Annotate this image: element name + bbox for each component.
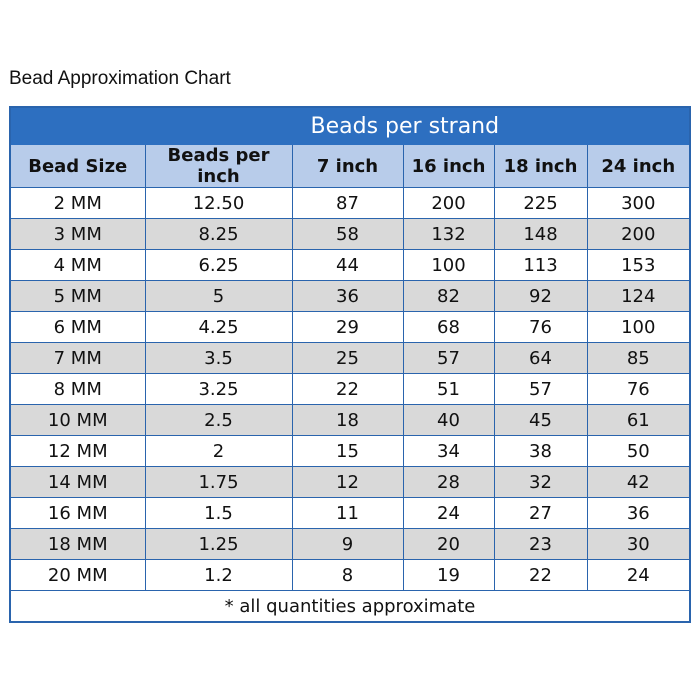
table-cell: 300 [587,188,690,219]
column-header: 18 inch [494,145,587,188]
table-cell: 92 [494,281,587,312]
table-cell: 85 [587,343,690,374]
footnote: * all quantities approximate [10,591,690,623]
table-cell: 18 [292,405,403,436]
table-cell: 9 [292,529,403,560]
table-cell: 1.75 [145,467,292,498]
table-cell: 100 [587,312,690,343]
table-cell: 3 MM [10,219,145,250]
table-cell: 4 MM [10,250,145,281]
table-row [10,219,690,250]
table-cell: 14 MM [10,467,145,498]
table-cell: 15 [292,436,403,467]
column-header: 24 inch [587,145,690,188]
table-cell: 148 [494,219,587,250]
table-cell: 3.5 [145,343,292,374]
table-cell: 200 [587,219,690,250]
table-cell: 153 [587,250,690,281]
column-header: 7 inch [292,145,403,188]
table-cell: 6 MM [10,312,145,343]
table-cell: 24 [587,560,690,591]
column-header: Bead Size [10,145,145,188]
table-cell: 5 [145,281,292,312]
table-cell: 8 [292,560,403,591]
table-cell: 2 MM [10,188,145,219]
table-cell: 200 [403,188,494,219]
column-header: 16 inch [403,145,494,188]
group-header-row [10,107,690,145]
table-cell: 12 [292,467,403,498]
table-cell: 45 [494,405,587,436]
table-row [10,374,690,405]
table-cell: 225 [494,188,587,219]
group-header-beads-per-strand: Beads per strand [292,107,690,145]
table-row [10,343,690,374]
table-cell: 22 [494,560,587,591]
table-cell: 5 MM [10,281,145,312]
table-cell: 7 MM [10,343,145,374]
table-cell: 38 [494,436,587,467]
table-cell: 68 [403,312,494,343]
table-cell: 57 [494,374,587,405]
table-cell: 50 [587,436,690,467]
column-header: Beads per inch [145,145,292,188]
table-cell: 34 [403,436,494,467]
table-cell: 3.25 [145,374,292,405]
table-cell: 100 [403,250,494,281]
footnote-row [10,591,690,623]
table-cell: 12.50 [145,188,292,219]
table-cell: 22 [292,374,403,405]
bead-approximation-table [9,106,691,623]
table-cell: 1.5 [145,498,292,529]
table-row [10,467,690,498]
group-header-spacer [10,107,292,145]
table-cell: 27 [494,498,587,529]
table-row [10,498,690,529]
table-row [10,281,690,312]
table-cell: 2 [145,436,292,467]
table-cell: 87 [292,188,403,219]
table-cell: 20 MM [10,560,145,591]
table-cell: 36 [587,498,690,529]
table-cell: 51 [403,374,494,405]
table-cell: 11 [292,498,403,529]
table-cell: 30 [587,529,690,560]
table-row [10,250,690,281]
table-cell: 42 [587,467,690,498]
table-cell: 28 [403,467,494,498]
column-header-row [10,145,690,188]
table-cell: 32 [494,467,587,498]
table-row [10,188,690,219]
table-cell: 36 [292,281,403,312]
table-cell: 10 MM [10,405,145,436]
table-cell: 4.25 [145,312,292,343]
table-cell: 20 [403,529,494,560]
table-cell: 23 [494,529,587,560]
table-cell: 40 [403,405,494,436]
table-cell: 132 [403,219,494,250]
table-cell: 113 [494,250,587,281]
table-cell: 124 [587,281,690,312]
table-cell: 12 MM [10,436,145,467]
table-cell: 58 [292,219,403,250]
table-row [10,529,690,560]
table-cell: 8.25 [145,219,292,250]
table-cell: 8 MM [10,374,145,405]
table-cell: 82 [403,281,494,312]
table-cell: 2.5 [145,405,292,436]
table-cell: 76 [587,374,690,405]
table-cell: 16 MM [10,498,145,529]
table-cell: 1.2 [145,560,292,591]
table-cell: 57 [403,343,494,374]
table-cell: 6.25 [145,250,292,281]
table-cell: 76 [494,312,587,343]
table-row [10,312,690,343]
table-cell: 29 [292,312,403,343]
table-cell: 18 MM [10,529,145,560]
table-row [10,560,690,591]
table-cell: 64 [494,343,587,374]
table-cell: 25 [292,343,403,374]
table-cell: 44 [292,250,403,281]
chart-title: Bead Approximation Chart [9,68,231,89]
table-cell: 19 [403,560,494,591]
table-body [10,188,690,591]
table-row [10,436,690,467]
table-cell: 1.25 [145,529,292,560]
table-cell: 24 [403,498,494,529]
table-row [10,405,690,436]
table-cell: 61 [587,405,690,436]
